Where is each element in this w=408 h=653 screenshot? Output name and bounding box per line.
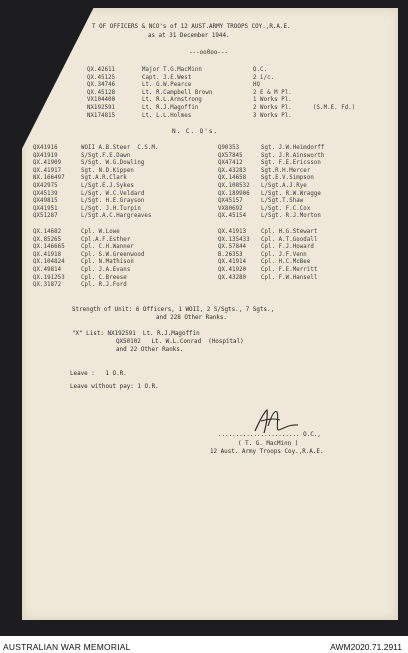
service-number: QX.41914 — [218, 259, 247, 266]
service-number: VX80692 — [218, 205, 243, 212]
nco-name: Sgt. F.E.Ericsson — [261, 160, 321, 167]
nco-name: Cpl. C.H.Wanner — [81, 244, 134, 251]
officer-note: (S.M.E. Fd.) — [313, 104, 356, 111]
nco-name: L/Sgt. F.C.Cox — [261, 205, 311, 212]
officer-name: Capt. J.E.West — [142, 74, 192, 81]
officer-role: 2 Works Pl. — [253, 104, 292, 111]
officer-role: O.C. — [253, 67, 268, 73]
service-number: QX.41909 — [33, 160, 62, 167]
nco-name: Cpl. R.J.Ford — [81, 282, 127, 289]
nco-name: Cpl. J.F.Venn — [261, 251, 307, 258]
service-number: QX45157 — [218, 198, 243, 205]
nco-name: Cpl. F.W.Hansell — [261, 274, 318, 281]
nco-name: Sgt. J.W.Heimdorff — [261, 145, 325, 151]
officer-name: Lt. R.Campbell Brown — [142, 89, 213, 96]
separator: ---oo0oo--- — [189, 50, 229, 56]
nco-name: Cpl. H.G.Stewart — [261, 229, 318, 235]
service-number: QX.42611 — [87, 67, 116, 73]
service-number: QX.104824 — [33, 259, 65, 266]
nco-name: L/Sgt. H.E.Grayson — [81, 198, 145, 205]
nco-name: Cpl. F.E.Merritt — [261, 266, 318, 273]
service-number: QX.146665 — [33, 244, 65, 251]
nco-name: Cpl. S.W.Greenwood — [81, 251, 145, 258]
leave-line: Leave : 1 O.R. — [70, 371, 127, 377]
service-number: QX.31872 — [33, 282, 62, 289]
service-number: QX.34746 — [87, 82, 116, 89]
service-number: QX.108532 — [218, 182, 250, 189]
service-number: QX.41917 — [33, 167, 62, 174]
service-number: QX.43283 — [218, 167, 247, 174]
service-number: QX.45154 — [218, 213, 247, 220]
service-number: QX41916 — [33, 145, 58, 151]
nco-name: Sgt. J.R.Ainsworth — [261, 152, 325, 159]
service-number: QX49815 — [33, 198, 58, 205]
signatory-name: ( T. G. MacMinn ) — [238, 441, 299, 447]
footer-accession-number: AWM2020.71.2911 — [330, 642, 402, 652]
officer-name: Lt. R.L.Armstrong — [142, 97, 202, 104]
nco-name: Sgt. N.D.Kippen — [81, 167, 134, 174]
service-number: QX.41920 — [218, 266, 247, 273]
service-number: QX.85265 — [33, 236, 62, 243]
service-number: QX.45125 — [87, 74, 116, 81]
service-number: QX.41913 — [218, 229, 247, 235]
service-number: QX.135433 — [218, 236, 250, 243]
nco-name: Cpl.A.F.Esther — [81, 236, 131, 243]
nco-name: L/Sgt. W.C.Veldard — [81, 190, 145, 197]
nco-name: Sgt.R.H.Mercer — [261, 167, 311, 174]
service-number: QX.189906 — [218, 190, 250, 197]
service-number: QX.191253 — [33, 274, 65, 281]
service-number: QX41919 — [33, 152, 58, 159]
service-number: QX51287 — [33, 213, 58, 220]
service-number: VX104400 — [87, 97, 116, 104]
nco-name: Sgt.E.V.Simpson — [261, 175, 314, 182]
nco-name: L/Sgt.A.J.Rye — [261, 182, 307, 189]
officer-name: Lt. G.W.Pearce — [142, 82, 192, 89]
service-number: QX.41918 — [33, 251, 62, 258]
officer-role: 2 E & M Pl. — [253, 89, 292, 96]
service-number: QX45139 — [33, 190, 58, 197]
nco-name: L/Sgt.A.C.Hargreaves — [81, 213, 152, 220]
officer-role: 2 i/c. — [253, 74, 275, 81]
service-number: QX47412 — [218, 160, 243, 167]
x-list-line-3: and 22 Other Ranks. — [116, 347, 184, 353]
nco-heading: N. C. O's. — [172, 128, 219, 135]
officer-name: Major T.G.MacMinn — [142, 67, 202, 73]
nco-name: L/Sgt.T.Shaw — [261, 198, 304, 205]
nco-name: Cpl. H.C.McBee — [261, 259, 311, 266]
officer-role: 1 Works Pl. — [253, 97, 292, 104]
nco-name: S/Sgt.F.E.Dawn — [81, 152, 131, 159]
document-sheet — [22, 8, 398, 620]
service-number: QX.14658 — [218, 175, 247, 182]
service-number: Q90353 — [218, 145, 240, 151]
officer-name: Lt. R.J.Magoffin — [142, 104, 199, 111]
officer-role: 3 Works Pl. — [253, 112, 292, 119]
nco-name: Cpl. F.J.Howard — [261, 244, 314, 251]
strength-line-2: and 228 Other Ranks. — [156, 315, 227, 321]
signature-line: ....................... O.C., — [218, 432, 321, 438]
nco-name: WOII A.B.Steer C.S.M. — [81, 145, 159, 151]
nco-name: Cpl. C.Breese — [81, 274, 127, 281]
nco-name: L/Sgt.E.J.Sykes — [81, 182, 134, 189]
nco-name: L/Sgt. J.H.Turpin — [81, 205, 141, 212]
nco-name: Cpl. J.A.Evans — [81, 266, 131, 273]
signatory-unit: 12 Aust. Army Troops Coy.,R.A.E. — [210, 449, 324, 455]
service-number: NX.166497 — [33, 175, 65, 182]
service-number: QX.14682 — [33, 229, 62, 235]
nco-name: S/Sgt. W.G.Dowling — [81, 160, 145, 167]
nco-name: Cpl. A.T.Goodall — [261, 236, 318, 243]
document-subtitle: as at 31 December 1944. — [148, 33, 230, 39]
service-number: QX.49814 — [33, 266, 62, 273]
service-number: QX.45128 — [87, 89, 116, 96]
document-title: T OF OFFICERS & NCO's of 12 AUST.ARMY TROOPS COY.,R.A.E. — [92, 24, 291, 30]
service-number: QX.57844 — [218, 244, 247, 251]
service-number: NX174815 — [87, 112, 116, 119]
service-number: NX192591 — [87, 104, 116, 111]
nco-name: L/Sgt. R.J.Morton — [261, 213, 321, 220]
strength-line-1: Strength of Unit: 6 Officers, 1 WOII, 2 S/Sgts., 7 Sgts., — [72, 307, 275, 313]
x-list-line-2: QX50102 Lt. W.L.Conrad (Hospital) — [116, 339, 244, 345]
footer-credit: AUSTRALIAN WAR MEMORIAL — [3, 642, 131, 652]
service-number: B.26353 — [218, 251, 243, 258]
service-number: QX41951 — [33, 205, 58, 212]
nco-name: Cpl. W.Lowe — [81, 229, 120, 235]
nco-name: Sgt.A.R.Clark — [81, 175, 127, 182]
nco-name: L/Sgt. R.W.Wragge — [261, 190, 321, 197]
nco-name: Cpl. N.Mathison — [81, 259, 134, 266]
x-list-line-1: "X" List: NX192591 Lt. R.J.Magoffin — [72, 331, 200, 337]
leave-without-pay-line: Leave without pay: 1 O.R. — [70, 384, 159, 390]
officer-name: Lt. L.L.Holmes — [142, 112, 192, 119]
service-number: QX42975 — [33, 182, 58, 189]
officer-role: HQ — [253, 82, 261, 89]
service-number: QX57845 — [218, 152, 243, 159]
service-number: QX.43280 — [218, 274, 247, 281]
